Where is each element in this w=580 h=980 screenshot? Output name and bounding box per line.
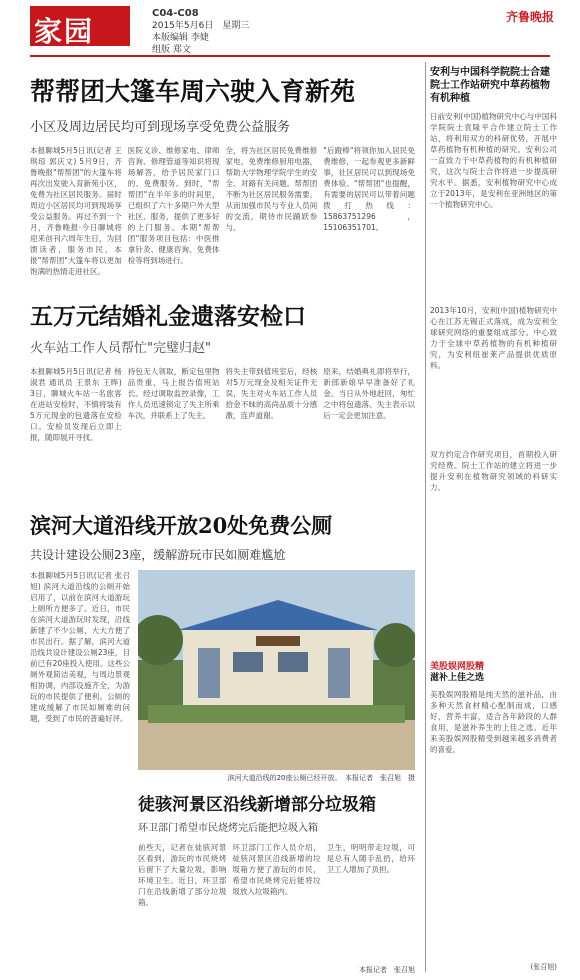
- sidebar-text: 日前安利(中国)植物研究中心与中国科学院院士袁隆平合作建立院士工作站，将利用双方的科研优势，开展中草药植物有机种植的研究。安利公司一直致力于中草药植物的有机种植研究，这次与院士合作将进一步提高研究水平。据悉，安利植物研究中心成立于2013年，是安利在亚洲地区的第一个植物研究中心。: [430, 112, 557, 209]
- editor-line: 本版编辑 李婕: [152, 33, 209, 43]
- sidebar-text: 双方约定合作研究项目，首期投入研究经费。院士工作站的建立将进一步提升安利在植物研究领域的科研实力。: [430, 450, 557, 492]
- article-text: 本报聊城5月5日讯(记者 张召旭) 滨河大道沿线的公厕开始启用了，以前在滨河大道游玩上厕所方便多了。近日，市民在滨河大道游玩时发现，沿线新建了不少公厕，大大方便了市民出行。据了解，滨河大道沿线共设计建设公厕23座，目前已有20座投入使用。这些公厕外观简洁美观，与周边景观相协调，内部设施齐全，为游玩的市民提供了便利。公厕的建成缓解了市民如厕难的问题，受到了市民的普遍好评。: [30, 571, 130, 723]
- sidebar-credit: (张召旭): [530, 963, 557, 971]
- subheadline: 环卫部门希望市民烧烤完后能把垃圾入箱: [138, 823, 318, 834]
- subheadline: 火车站工作人员帮忙"完璧归赵": [30, 341, 211, 356]
- toilet-photo: [138, 570, 415, 770]
- article-text: 本报聊城5月5日讯(记者 王琪琼 郭庆文) 5月9日，齐鲁晚报"帮帮团"的大篷车将再次出发驶入育新苑小区，免费为社区居民服务。届时周边小区居民均可到现场享受公益服务。再过不到一个月，齐鲁晚报·今日聊城将迎来创刊六周年生日，为回馈读者，服务市民，本报"帮帮团"大篷车将以更加饱满的热情走进社区。: [30, 146, 122, 276]
- article-text: 全，将为社区居民免费维修家电，免费维修厨用电器，帮助大学物理学院学生的安全、对路有关问题。帮帮团不断为社区居民服务需要，从而加强市民与专业人员间的交流，期待市民踊跃参与。: [225, 146, 318, 232]
- article-text: 持包无人领取，断定包里物品贵重，马上报告值班站长。经过调取监控录像，工作人员迅速锁定了失主所乘车次，并联系上了失主。: [127, 367, 220, 420]
- sidebar-headline: 安利与中国科学院院士合建院士工作站研究中草药植物有机种植: [430, 67, 550, 104]
- article-text: 医院义诊、维修家电、律师咨询、修理管道等知识将现场解答，给予居民家门口的、免费服务。到时，"帮帮团"在半年多的时间里，已组织了六十多期户外大型社区、服务，提供了更多好的上门服务。本期"帮帮团"服务项目包括：中医推拿针灸、健康咨询、免费体检等将到场进行。: [127, 146, 220, 265]
- headline: 五万元结婚礼金遗落安检口: [30, 303, 306, 330]
- article-text: 前些天，记者在徒骇河景区看到，游玩的市民烧烤后留下了大量垃圾，影响环境卫生。近日，环卫部门在沿线新增了部分垃圾箱。: [138, 843, 227, 907]
- article-text: 卫生，明明带走垃圾，可是总有人随手乱扔，给环卫工人增加了负担。: [326, 843, 415, 874]
- subheadline: 小区及周边居民均可到现场享受免费公益服务: [30, 120, 291, 135]
- page-range: C04-C08: [152, 8, 199, 19]
- article-tent-truck: [30, 72, 415, 280]
- toilet-photo-illustration: [138, 570, 415, 770]
- headline: 徒骇河景区沿线新增部分垃圾箱: [138, 795, 376, 815]
- proofreader-line: 组版 郑文: [152, 45, 191, 55]
- article-trash-bins: [138, 790, 415, 974]
- sidebar-headline-2: 美股娱网股精: [430, 662, 485, 672]
- article-wedding-money: [30, 298, 415, 498]
- main-column: [30, 62, 415, 972]
- article-text: 本报聊城5月5日讯(记者 杨淑君 通讯员 王景东 王晔) 3日，聊城火车站一名旅客在进站安检时，不慎将装有5万元现金的包遗落在安检口。安检员发现后立即上报，随即展开寻找。: [30, 367, 122, 442]
- article-byline: 本报记者 张召旭: [359, 966, 415, 974]
- newspaper-masthead: 齐鲁晚报: [505, 10, 554, 24]
- sidebar-column: [425, 62, 557, 972]
- article-text: 环卫部门工作人员介绍，徒骇河景区沿线新增的垃圾箱方便了游玩的市民，希望市民烧烤完后能将垃圾放入垃圾箱内。: [232, 843, 321, 896]
- sidebar-text: 2013年10月，安利(中国)植物研究中心在江苏无锡正式落成，成为安利全球研究网络的重要组成部分。中心致力于全球中草药植物的有机种植研究，为安利纽崔莱产品提供优质原料。: [430, 306, 557, 370]
- photo-caption: 滨河大道沿线的20座公厕已经开放。 本报记者 张召旭 摄: [227, 774, 415, 782]
- edition-info: [152, 8, 249, 56]
- headline: 滨河大道沿线开放20处免费公厕: [30, 513, 333, 538]
- section-name: 家园: [34, 15, 95, 48]
- subheadline: 共设计建设公厕23座，缓解游玩市民如厕难尴尬: [30, 548, 286, 562]
- headline: 帮帮团大篷车周六驶入育新苑: [30, 77, 356, 106]
- sidebar-text: 美股娱网股精是纯天然的滋补品，由多种天然食材精心配制而成，口感好，营养丰富，适合各年龄段的人群食用，是滋补养生的上佳之选。近年来美股娱网股精受到越来越多消费者的喜爱。: [430, 690, 557, 754]
- article-text: 原来，结婚典礼即将举行，新郎新娘早早准备好了礼金。当日从外地赶回，匆忙之中将包遗落。失主表示以后一定会更加注意。: [323, 367, 415, 420]
- header-rule: [30, 55, 550, 57]
- sidebar-subheadline-2: 滋补上佳之选: [430, 673, 485, 683]
- article-text: 将失主带到值班室后，经核对5万元现金及相关证件无误，失主对火车站工作人员拾金不昧的高尚品质十分感激，连声道谢。: [225, 367, 318, 420]
- page-header: [0, 0, 580, 54]
- section-logo: [30, 6, 130, 46]
- issue-date: 2015年5月6日 星期三: [152, 21, 250, 31]
- article-text: "后蹬棒"将领你加入居民免费维修，一起参观更多新鲜事，社区居民可以到现场免费体验。"帮帮团"也提醒，有需要的居民可以带着问题拨打热线：15863751296，15106351701。: [323, 146, 415, 232]
